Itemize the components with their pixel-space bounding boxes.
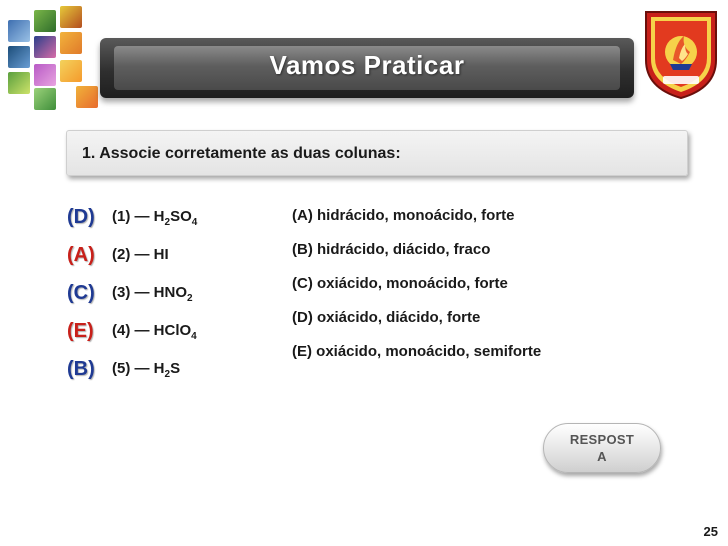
answer-letter: (E) (67, 320, 94, 342)
formula-item (112, 208, 197, 228)
answer-letter: (A) (67, 244, 95, 266)
formula-subscript: 4 (191, 331, 197, 342)
resposta-button-label: RESPOSTA (569, 432, 635, 464)
collage-tile (60, 32, 82, 54)
option-item: (D) oxiácido, diácido, forte (292, 309, 481, 326)
formula-item (112, 322, 197, 342)
collage-tile (34, 64, 56, 86)
answer-letter: (C) (67, 282, 95, 304)
collage-tile (8, 72, 30, 94)
option-item: (B) hidrácido, diácido, fraco (292, 241, 491, 258)
collage-tile (60, 60, 82, 82)
collage-tile (8, 46, 30, 68)
option-item: (E) oxiácido, monoácido, semiforte (292, 343, 542, 360)
formula-text: H (153, 208, 165, 225)
formula-subscript: 2 (164, 369, 171, 380)
option-item: (C) oxiácido, monoácido, forte (292, 275, 508, 292)
formula-text: SO (170, 208, 192, 225)
collage-tile (60, 6, 82, 28)
instituto-social-logo (640, 8, 722, 100)
collage-tile (34, 88, 56, 110)
formula-text: HNO (153, 284, 188, 301)
formula-subscript: 2 (164, 217, 171, 228)
page-number: 25 (703, 524, 718, 539)
collage-tile (8, 20, 30, 42)
formula-number: (3) — (112, 284, 154, 301)
formula-item (112, 284, 193, 304)
formula-text: HI (153, 246, 169, 263)
resposta-button[interactable] (543, 423, 661, 473)
formula-item (112, 360, 180, 380)
formula-item (112, 246, 169, 263)
question-text: 1. Associe corretamente as duas colunas: (82, 145, 401, 162)
formula-subscript: 4 (191, 217, 198, 228)
formula-number: (2) — (112, 246, 154, 263)
page-title: Vamos Praticar (269, 50, 465, 80)
formula-text: S (170, 360, 181, 377)
collage-tile (76, 86, 98, 108)
collage-tile (34, 36, 56, 58)
formula-number: (1) — (112, 208, 154, 225)
formula-number: (5) — (112, 360, 154, 377)
formula-text: H (153, 360, 165, 377)
formula-number: (4) — (112, 322, 154, 339)
answer-letter: (B) (67, 358, 95, 380)
formula-subscript: 2 (187, 293, 193, 304)
formula-text: HClO (153, 322, 192, 339)
decorative-photo-collage (6, 6, 102, 106)
collage-tile (34, 10, 56, 32)
shield-logo-icon (640, 8, 722, 100)
option-item: (A) hidrácido, monoácido, forte (292, 207, 515, 224)
answer-letter: (D) (67, 206, 95, 228)
